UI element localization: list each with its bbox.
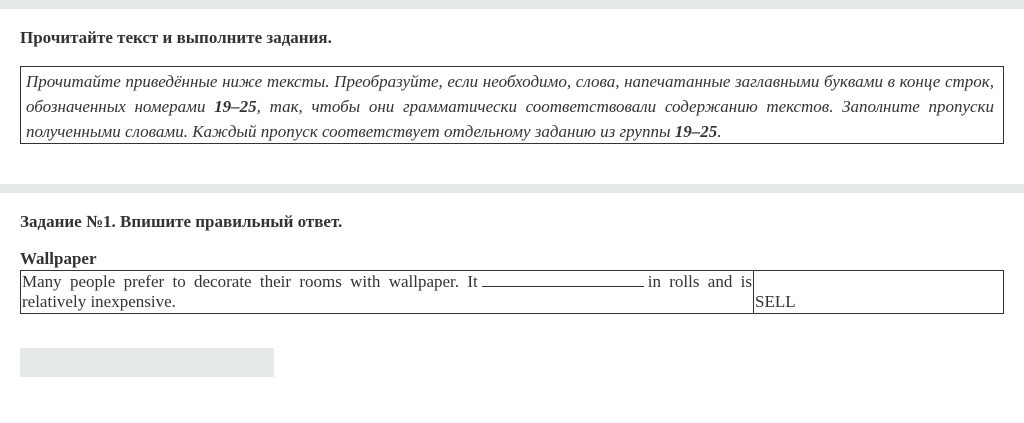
instructions-range-1: 19–25: [214, 97, 257, 116]
sentence-cell: [21, 271, 754, 314]
section-divider: [0, 184, 1024, 193]
top-divider: [0, 0, 1024, 9]
sentence-before: Many people prefer to decorate their rooms with wallpaper. It: [22, 272, 478, 291]
task-table: [20, 270, 1004, 314]
keyword: SELL: [755, 292, 796, 311]
instructions-text-3: .: [717, 122, 722, 141]
sentence-after: in rolls and is relatively inexpensive.: [22, 272, 752, 311]
section-heading: Прочитайте текст и выполните задания.: [20, 28, 332, 47]
instructions-range-2: 19–25: [674, 122, 718, 141]
instructions-text-2: , так, чтобы они грамматически соответствовали содержанию текстов. Заполните пропуски полученными словами. Каждый пропуск соответствует отдельному заданию из группы: [26, 97, 994, 141]
instructions-box: [20, 66, 1004, 144]
keyword-cell: [754, 271, 1004, 314]
table-row: [21, 271, 1004, 314]
answer-input[interactable]: [20, 348, 274, 377]
text-title: Wallpaper: [20, 249, 97, 268]
task-heading: Задание №1. Впишите правильный ответ.: [20, 212, 343, 231]
blank-gap: [482, 272, 644, 287]
instructions-text-1: Прочитайте приведённые ниже тексты. Преобразуйте, если необходимо, слова, напечатанные заглавными буквами в конце строк, обозначенных номерами: [26, 72, 994, 116]
